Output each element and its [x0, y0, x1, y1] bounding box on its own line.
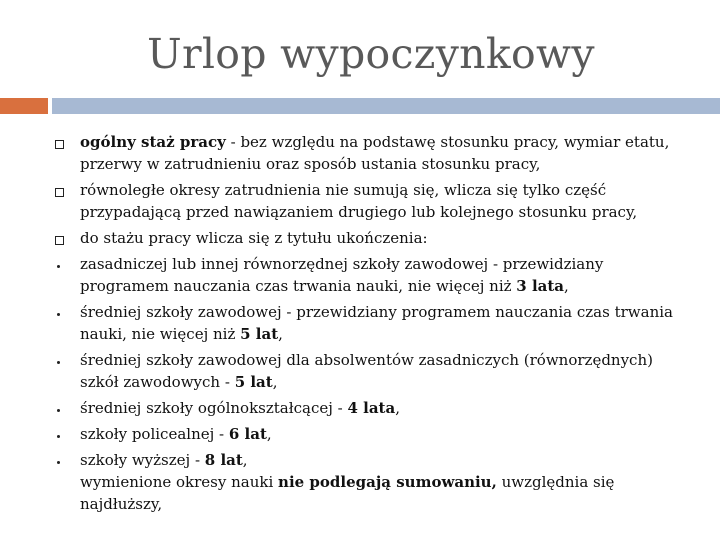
list-item: [52, 253, 692, 297]
slide-title: Urlop wypoczynkowy: [147, 30, 595, 78]
item-text: do stażu pracy wlicza się z tytułu ukończenia:: [80, 229, 428, 247]
note-text-end: uwzględnia się najdłuższy,: [80, 473, 615, 513]
item-text: - bez względu na podstawę stosunku pracy, wymiar etatu, przerwy w zatrudnieniu oraz sposób ustania stosunku pracy,: [80, 133, 670, 173]
square-bullet-icon: [53, 227, 73, 249]
duration-value: 5 lat: [240, 325, 279, 343]
item-text: zasadniczej lub innej równorzędnej szkoły zawodowej - przewidziany programem nauczania czas trwania nauki, nie więcej niż: [80, 255, 604, 295]
list-item: [52, 179, 692, 223]
item-text: równoległe okresy zatrudnienia nie sumują się, wlicza się tylko część przypadającą przed nawiązaniem drugiego lub kolejnego stosunku pracy,: [80, 181, 638, 221]
dot-bullet-icon: [53, 449, 73, 471]
list-item: [52, 423, 692, 445]
square-bullet-icon: [53, 131, 73, 153]
dot-bullet-icon: [53, 301, 73, 323]
note-line: [80, 471, 692, 515]
dot-bullet-icon: [53, 253, 73, 275]
punctuation: ,: [395, 399, 400, 417]
duration-value: 8 lat: [204, 451, 243, 469]
item-text: średniej szkoły zawodowej dla absolwentów zasadniczych (równorzędnych) szkół zawodowych -: [80, 351, 653, 391]
list-item: [52, 449, 692, 515]
dot-bullet-icon: [53, 397, 73, 419]
title-accent-bar: [0, 98, 48, 114]
square-bullet-icon: [53, 179, 73, 201]
list-item: [52, 131, 692, 175]
note-emphasis: nie podlegają sumowaniu,: [278, 473, 497, 491]
punctuation: ,: [564, 277, 569, 295]
punctuation: ,: [278, 325, 283, 343]
dot-bullet-icon: [53, 423, 73, 445]
list-item: [52, 301, 692, 345]
duration-value: 5 lat: [234, 373, 273, 391]
list-item: [52, 397, 692, 419]
bold-term: ogólny staż pracy: [80, 133, 226, 151]
duration-value: 3 lata: [516, 277, 565, 295]
punctuation: ,: [242, 451, 248, 469]
list-item: [52, 227, 692, 249]
punctuation: ,: [266, 425, 272, 443]
item-text: szkoły policealnej -: [80, 425, 229, 443]
dot-bullet-icon: [53, 349, 73, 371]
item-text: średniej szkoły zawodowej - przewidziany programem nauczania czas trwania nauki, nie więcej niż: [80, 303, 673, 343]
duration-value: 6 lat: [228, 425, 267, 443]
punctuation: ,: [272, 373, 278, 391]
item-text: średniej szkoły ogólnokształcącej -: [80, 399, 348, 417]
list-item: [52, 349, 692, 393]
item-text: szkoły wyższej -: [80, 451, 205, 469]
note-text: wymienione okresy nauki: [80, 473, 279, 491]
bullet-list: [52, 131, 692, 519]
duration-value: 4 lata: [347, 399, 396, 417]
title-divider-bar: [52, 98, 720, 114]
